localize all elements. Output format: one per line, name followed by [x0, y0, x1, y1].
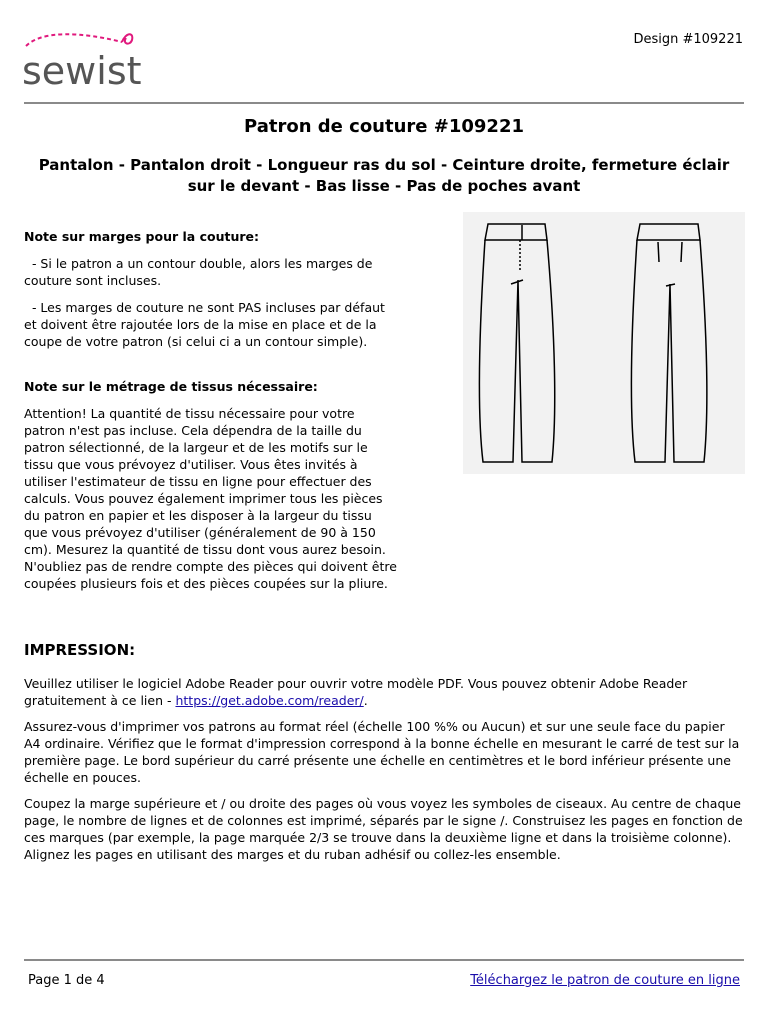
- impression-paragraph: Coupez la marge supérieure et / ou droite des pages où vous voyez les symboles de ciseaux. Au centre de chaque page, le nombre de lignes et de colonnes est imprimé, séparés par le signe /. Construisez les pages en fonction de ces marques (par exemple, la page marquée 2/3 se trouve dans la deuxième ligne et dans la troisième colonne). Alignez les pages en utilisant des marges et du ruban adhésif ou collez-les ensemble.: [24, 796, 743, 862]
- footer-divider: [24, 959, 744, 961]
- page-title: Patron de couture #109221: [244, 116, 524, 137]
- page-number: Page 1 de 4: [28, 973, 105, 988]
- impression-paragraph: Assurez-vous d'imprimer vos patrons au format réel (échelle 100 %% ou Aucun) et sur une seule face du papier A4 ordinaire. Vérifiez que le format d'impression correspond à la bonne échelle en mesurant le carré de test sur la première page. Le bord supérieur du carré présente une échelle en centimètres et le bord inférieur présente une échelle en pouces.: [24, 719, 740, 785]
- seam-note-item: - Si le patron a un contour double, alors les marges de couture sont incluses.: [24, 256, 377, 288]
- front-view-drawing: [479, 224, 554, 462]
- logo-text: sewist: [22, 49, 142, 93]
- design-id: Design #109221: [633, 32, 743, 47]
- header-divider: [24, 102, 744, 104]
- fabric-note-text: Attention! La quantité de tissu nécessaire pour votre patron n'est pas incluse. Cela dépendra de la taille du patron sélectionné, de la largeur et de les motifs sur le tissu que vous prévoyez d'utiliser. Vous êtes invités à utiliser l'estimateur de tissu en ligne pour effectuer des calculs. Vous pouvez également imprimer tous les pièces du patron en papier et les disposer à la largeur du tissu que vous prévoyez d'utiliser (généralement de 90 à 150 cm). Mesurez la quantité de tissu dont vous aurez besoin. N'oubliez pas de rendre compte des pièces qui doivent être coupées plusieurs fois et des pièces coupées sur la pliure.: [24, 406, 397, 591]
- seam-note-item: - Les marges de couture ne sont PAS incluses par défaut et doivent être rajoutée lors de la mise en place et de la coupe de votre patron (si celui ci a un contour simple).: [24, 300, 389, 349]
- impression-text: Veuillez utiliser le logiciel Adobe Reader pour ouvrir votre modèle PDF. Vous pouvez obtenir Adobe Reader gratuitement à ce lien -: [24, 676, 688, 708]
- page-subtitle: Pantalon - Pantalon droit - Longueur ras du sol - Ceinture droite, fermeture éclair sur le devant - Bas lisse - Pas de poches avant: [38, 156, 730, 195]
- sewist-logo: [22, 28, 152, 98]
- download-pattern-link[interactable]: Téléchargez le patron de couture en ligne: [470, 973, 740, 988]
- fabric-note-heading: Note sur le métrage de tissus nécessaire:: [24, 379, 318, 394]
- impression-paragraph: [24, 675, 744, 709]
- notes-column: [24, 228, 399, 602]
- adobe-reader-link[interactable]: https://get.adobe.com/reader/: [175, 693, 364, 708]
- impression-text: .: [363, 693, 368, 708]
- impression-heading: IMPRESSION:: [24, 641, 136, 659]
- impression-section: [24, 642, 744, 872]
- back-view-drawing: [631, 224, 706, 462]
- seam-note-heading: Note sur marges pour la couture:: [24, 229, 259, 244]
- trousers-illustration: [463, 212, 745, 474]
